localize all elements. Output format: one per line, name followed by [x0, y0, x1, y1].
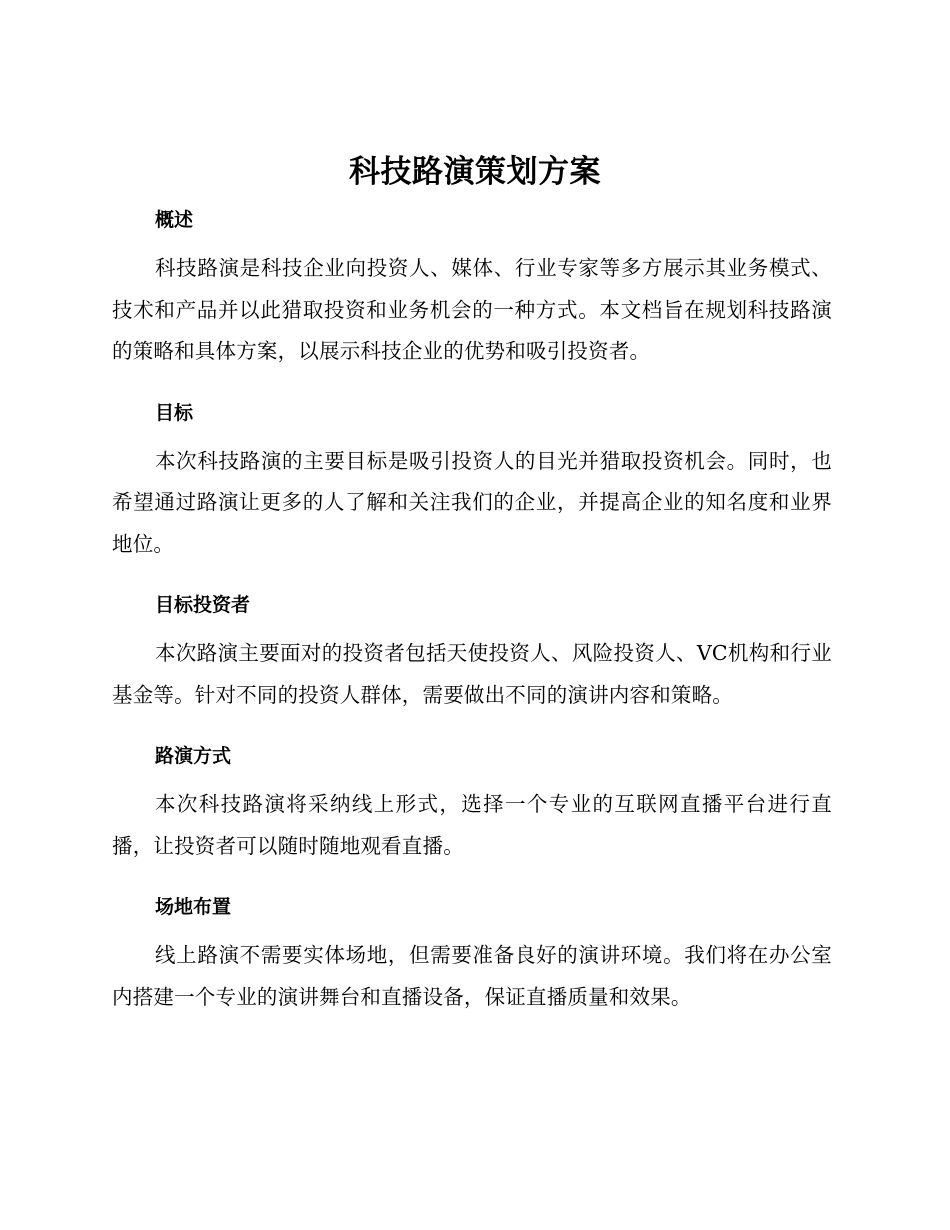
section-venue-setup: [112, 887, 832, 1018]
section-paragraph: 科技路演是科技企业向投资人、媒体、行业专家等多方展示其业务模式、技术和产品并以此猎取投资和业务机会的一种方式。本文档旨在规划科技路演的策略和具体方案，以展示科技企业的优势和吸引投资者。: [112, 256, 832, 363]
section-heading: 场地布置: [155, 896, 232, 918]
section-heading: 目标: [155, 401, 194, 424]
section-paragraph: 本次路演主要面对的投资者包括天使投资人、风险投资人、VC机构和行业基金等。针对不同的投资人群体，需要做出不同的演讲内容和策略。: [112, 641, 832, 707]
section-paragraph: 线上路演不需要实体场地，但需要准备良好的演讲环境。我们将在办公室内搭建一个专业的演讲舞台和直播设备，保证直播质量和效果。: [112, 943, 832, 1009]
section-paragraph: 本次科技路演的主要目标是吸引投资人的目光并猎取投资机会。同时，也希望通过路演让更多的人了解和关注我们的企业，并提高企业的知名度和业界地位。: [112, 448, 832, 556]
section-target-investors: [112, 585, 832, 716]
section-goals: [112, 393, 832, 566]
section-heading: 概述: [155, 209, 194, 231]
section-roadshow-format: [112, 736, 832, 867]
section-overview: [112, 200, 832, 373]
section-heading: 路演方式: [155, 745, 232, 767]
document-body: [112, 200, 832, 1038]
section-paragraph: 本次科技路演将采纳线上形式，选择一个专业的互联网直播平台进行直播，让投资者可以随时随地观看直播。: [112, 792, 832, 858]
section-heading: 目标投资者: [155, 594, 251, 616]
document-title: 科技路演策划方案: [349, 154, 601, 190]
